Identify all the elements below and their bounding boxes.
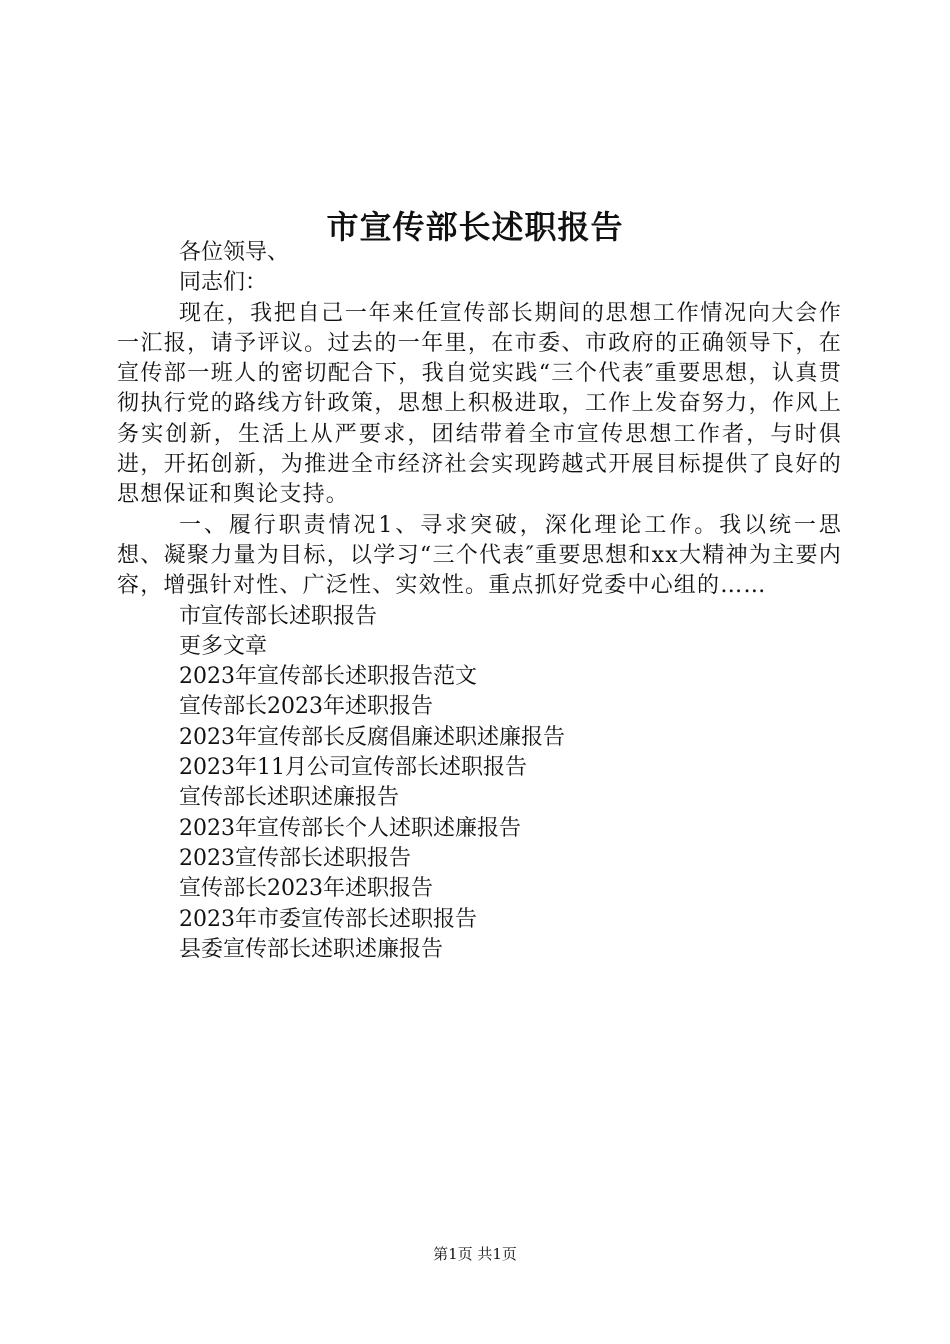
related-article-link[interactable]: 宣传部长2023年述职报告 — [179, 876, 433, 902]
document-title: 市宣传部长述职报告 — [326, 208, 624, 247]
related-article-link[interactable]: 2023年市委宣传部长述职报告 — [179, 906, 477, 932]
related-article-link[interactable]: 2023年11月公司宣传部长述职报告 — [179, 755, 527, 781]
related-article-link[interactable]: 2023年宣传部长反腐倡廉述职述廉报告 — [179, 724, 565, 750]
related-article-link[interactable]: 宣传部长述职述廉报告 — [179, 785, 400, 811]
related-title[interactable]: 市宣传部长述职报告 — [179, 603, 378, 629]
salutation-leaders: 各位领导、 — [179, 240, 290, 265]
document-body — [117, 238, 842, 965]
page-footer: 第1页 共1页 — [433, 1245, 517, 1263]
related-article-link[interactable]: 宣传部长2023年述职报告 — [179, 694, 433, 720]
salutation-comrades: 同志们： — [179, 270, 268, 296]
related-article-link[interactable]: 县委宣传部长述职述廉报告 — [179, 936, 444, 962]
duties-paragraph: 一、履行职责情况1、寻求突破，深化理论工作。我以统一思想、凝聚力量为目标，以学习“三个代表″重要思想和xx大精神为主要内容，增强针对性、广泛性、实效性。重点抓好党委中心组的…… — [117, 512, 842, 599]
intro-paragraph: 现在，我把自己一年来任宣传部长期间的思想工作情况向大会作一汇报，请予评议。过去的一年里，在市委、市政府的正确领导下，在宣传部一班人的密切配合下，我自觉实践“三个代表″重要思想，认真贯彻执行党的路线方针政策，思想上积极进取，工作上发奋努力，作风上务实创新，生活上从严要求，团结带着全市宣传思想工作者，与时俱进，开拓创新，为推进全市经济社会实现跨越式开展目标提供了良好的思想保证和舆论支持。 — [117, 300, 842, 508]
more-articles-label: 更多文章 — [179, 633, 268, 659]
related-articles-list — [117, 662, 842, 965]
related-article-link[interactable]: 2023年宣传部长述职报告范文 — [179, 664, 477, 690]
related-article-link[interactable]: 2023宣传部长述职报告 — [179, 845, 411, 871]
related-article-link[interactable]: 2023年宣传部长个人述职述廉报告 — [179, 815, 521, 841]
